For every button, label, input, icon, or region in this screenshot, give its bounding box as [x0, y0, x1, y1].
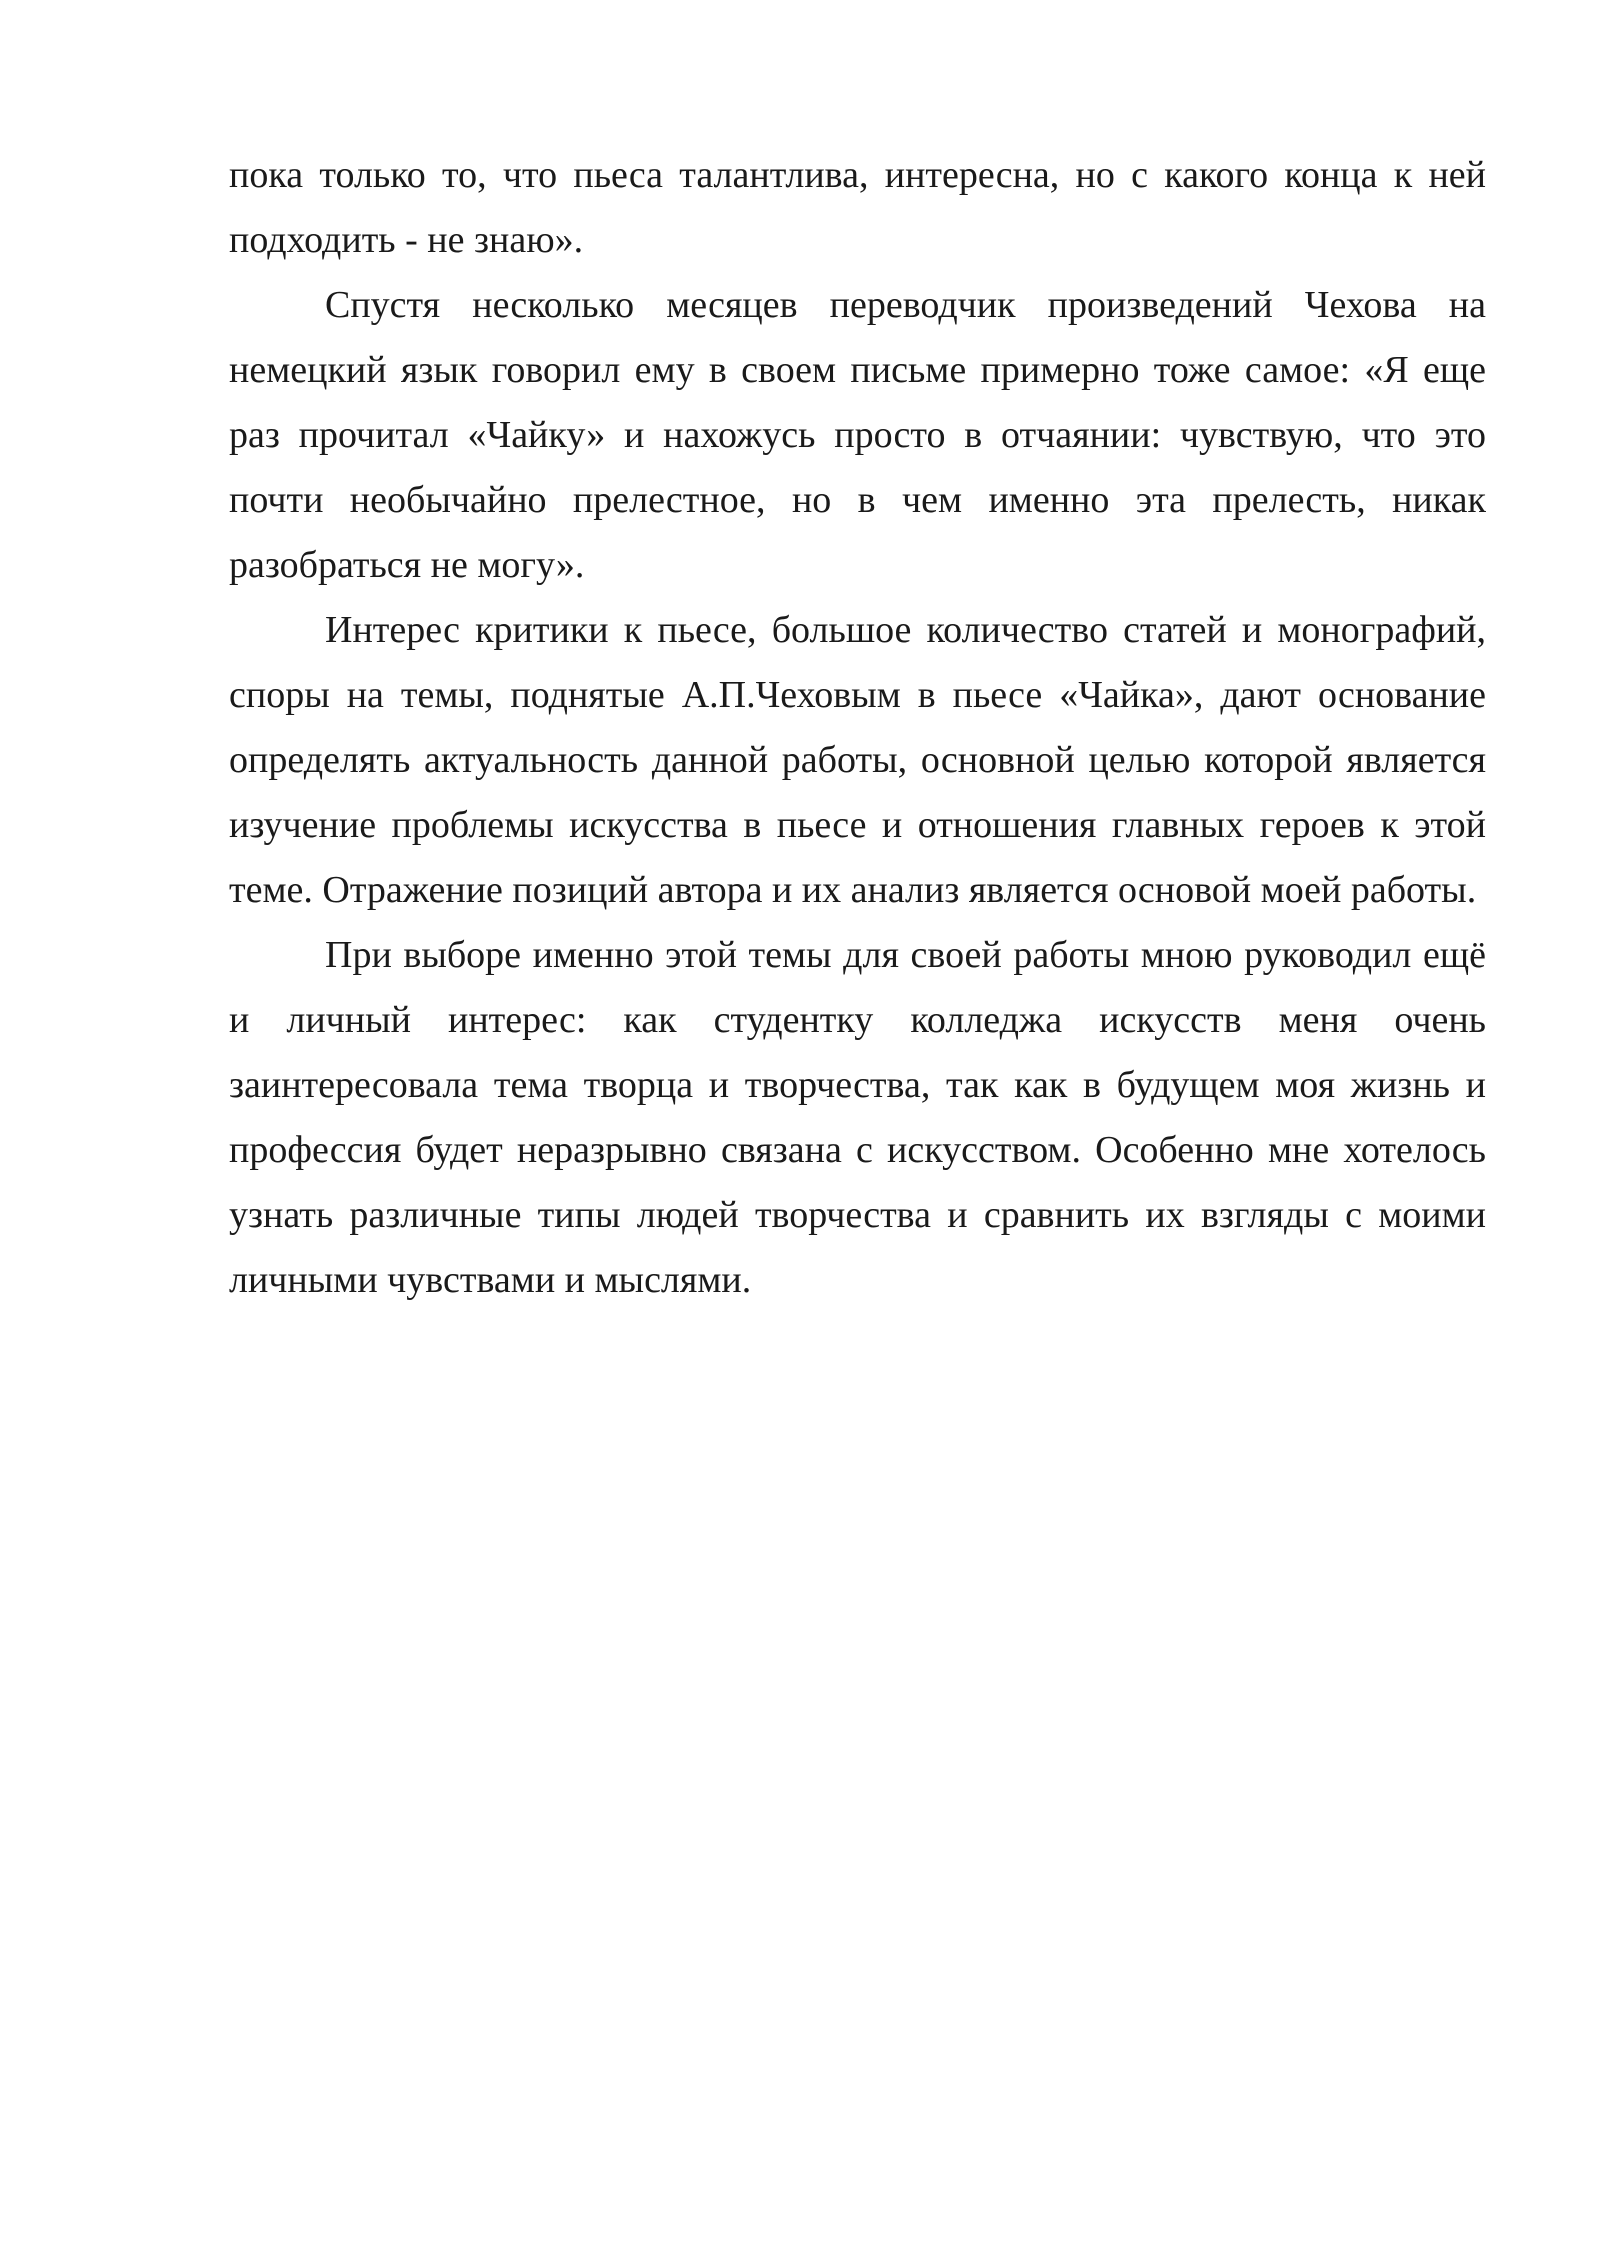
body-text — [229, 143, 1486, 1313]
paragraph-continuation: пока только то, что пьеса талантлива, интересна, но с какого конца к ней подходить - не знаю». — [229, 154, 1486, 261]
paragraph-personal-interest: При выборе именно этой темы для своей работы мною руководил ещё и личный интерес: как студентку колледжа искусств меня очень заинтересовала тема творца и творчества, так как в будущем моя жизнь и профессия будет неразрывно связана с искусством. Особенно мне хотелось узнать различные типы людей творчества и сравнить их взгляды с моими личными чувствами и мыслями. — [229, 934, 1486, 1301]
paragraph-relevance: Интерес критики к пьесе, большое количество статей и монографий, споры на темы, поднятые А.П.Чеховым в пьесе «Чайка», дают основание определять актуальность данной работы, основной целью которой является изучение проблемы искусства в пьесе и отношения главных героев к этой теме. Отражение позиций автора и их анализ является основой моей работы. — [229, 609, 1486, 911]
paragraph-translator-letter: Спустя несколько месяцев переводчик произведений Чехова на немецкий язык говорил ему в своем письме примерно тоже самое: «Я еще раз прочитал «Чайку» и нахожусь просто в отчаянии: чувствую, что это почти необычайно прелестное, но в чем именно эта прелесть, никак разобраться не могу». — [229, 284, 1486, 586]
